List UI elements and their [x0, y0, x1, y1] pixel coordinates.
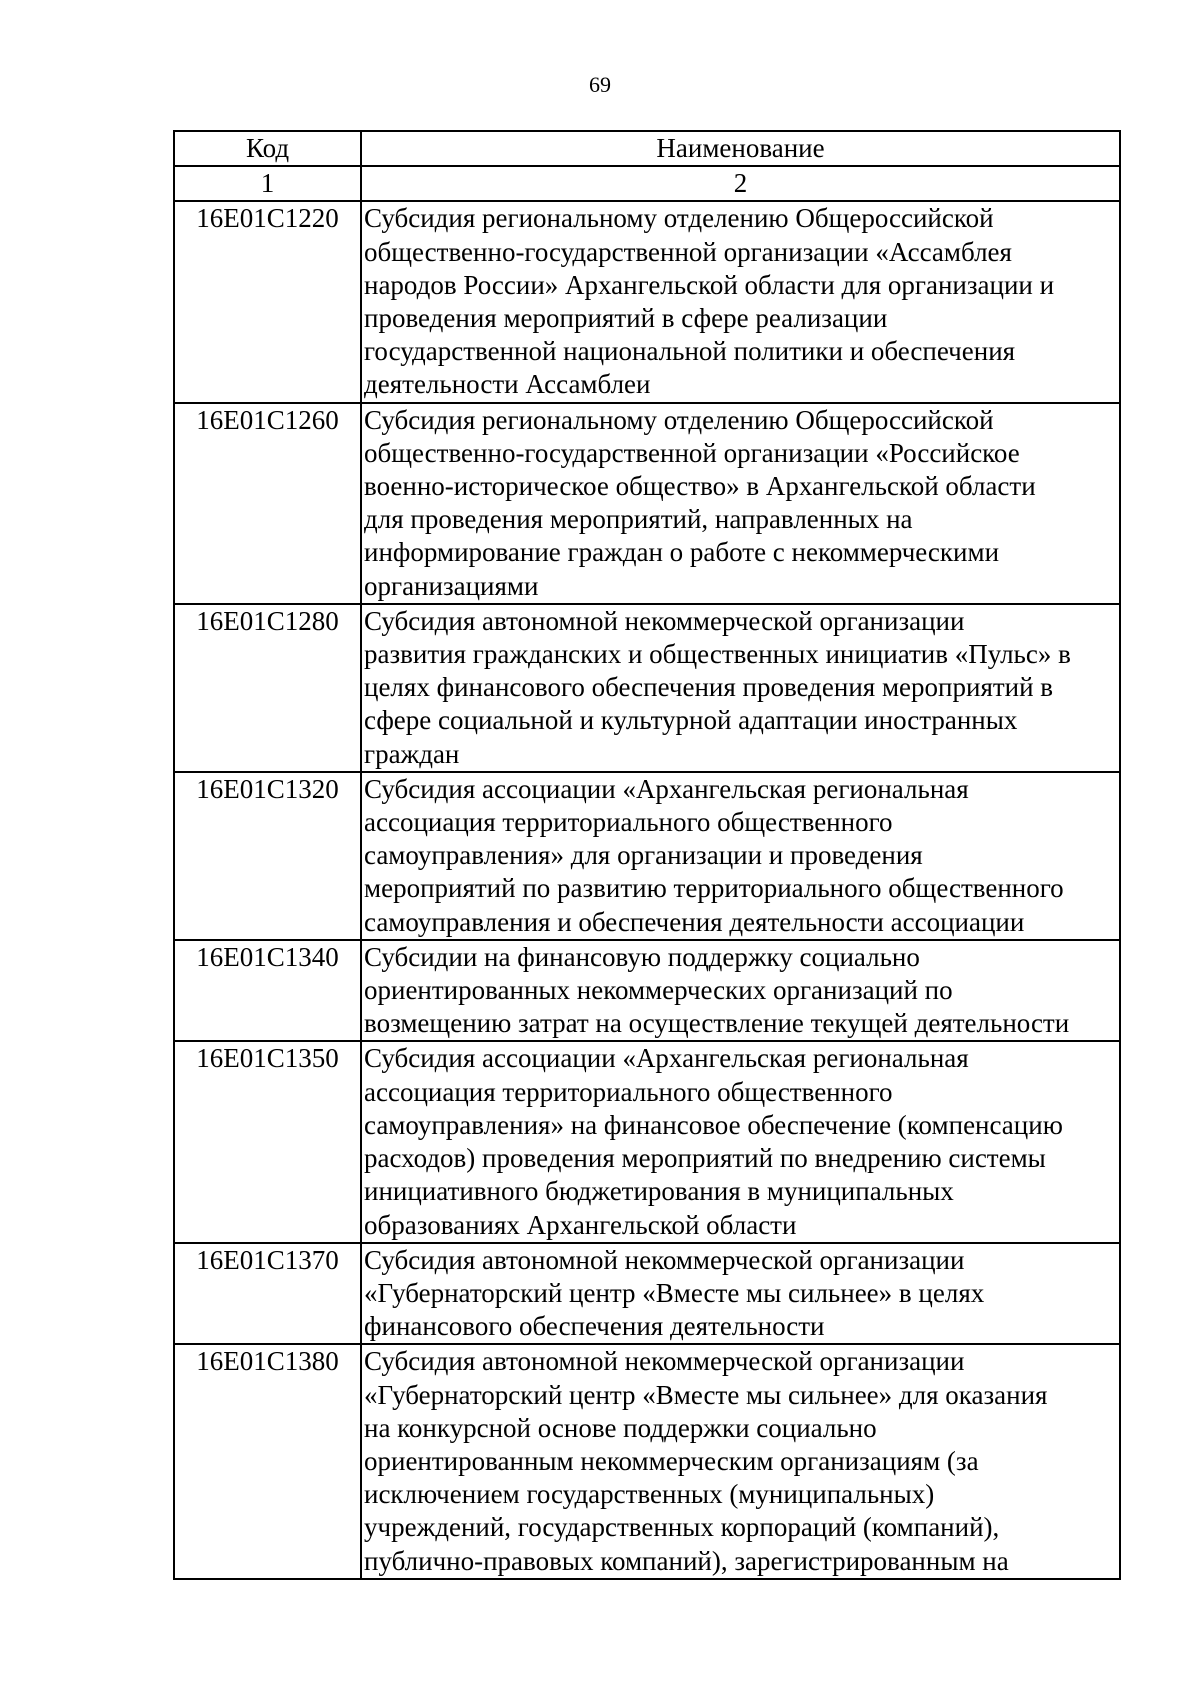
- table-row: [174, 201, 1120, 402]
- row-name-line: «Губернаторский центр «Вместе мы сильнее» для оказания: [364, 1379, 1048, 1410]
- row-code: 16E01C1380: [174, 1344, 361, 1578]
- header-code: Код: [174, 131, 361, 166]
- row-name-line: мероприятий по развитию территориального общественного: [364, 873, 1064, 904]
- table-row: [174, 604, 1120, 772]
- row-code: 16E01C1350: [174, 1041, 361, 1242]
- row-name: [361, 1344, 1120, 1578]
- table-row: [174, 772, 1120, 940]
- row-name-line: Субсидия ассоциации «Архангельская региональная: [364, 1043, 969, 1074]
- row-name-line: целях финансового обеспечения проведения мероприятий в: [364, 672, 1054, 703]
- column-number-2: 2: [361, 166, 1120, 201]
- row-name-line: самоуправления и обеспечения деятельности ассоциации: [364, 906, 1025, 937]
- table-row: [174, 940, 1120, 1042]
- row-name: [361, 772, 1120, 940]
- row-name-line: исключением государственных (муниципальных): [364, 1479, 935, 1510]
- row-name-line: военно-историческое общество» в Архангельской области: [364, 471, 1036, 502]
- row-name-line: для проведения мероприятий, направленных на: [364, 504, 913, 535]
- row-name-line: финансового обеспечения деятельности: [364, 1311, 825, 1342]
- row-code: 16E01C1280: [174, 604, 361, 772]
- row-name-line: инициативного бюджетирования в муниципальных: [364, 1176, 954, 1207]
- row-name-line: развития гражданских и общественных инициатив «Пульс» в: [364, 639, 1071, 670]
- row-name: [361, 940, 1120, 1042]
- row-name-line: народов России» Архангельской области для организации и: [364, 269, 1055, 300]
- row-name-line: ориентированных некоммерческих организаций по: [364, 975, 953, 1006]
- column-number-row: [174, 166, 1120, 201]
- row-name-line: ориентированным некоммерческим организациям (за: [364, 1445, 979, 1476]
- column-number-1: 1: [174, 166, 361, 201]
- row-name-line: Субсидии на финансовую поддержку социально: [364, 941, 920, 972]
- table-row: [174, 1344, 1120, 1578]
- row-name-line: проведения мероприятий в сфере реализации: [364, 303, 888, 334]
- row-name: [361, 1041, 1120, 1242]
- row-name-line: организациями: [364, 570, 539, 601]
- row-name-line: на конкурсной основе поддержки социально: [364, 1412, 877, 1443]
- row-name-line: ассоциация территориального общественного: [364, 1076, 893, 1107]
- row-name-line: государственной национальной политики и обеспечения: [364, 336, 1016, 367]
- row-name-line: Субсидия региональному отделению Общероссийской: [364, 404, 994, 435]
- row-name-line: самоуправления» для организации и проведения: [364, 840, 923, 871]
- row-name-line: «Губернаторский центр «Вместе мы сильнее» в целях: [364, 1277, 985, 1308]
- row-name-line: возмещению затрат на осуществление текущей деятельности: [364, 1008, 1070, 1039]
- row-name-line: общественно-государственной организации «Российское: [364, 437, 1020, 468]
- row-name-line: граждан: [364, 738, 460, 769]
- row-name-line: учреждений, государственных корпораций (компаний),: [364, 1512, 1000, 1543]
- row-name-line: ассоциация территориального общественного: [364, 807, 893, 838]
- table-header-row: [174, 131, 1120, 166]
- table-row: [174, 403, 1120, 604]
- row-name-line: деятельности Ассамблеи: [364, 369, 651, 400]
- row-name-line: общественно-государственной организации «Ассамблея: [364, 236, 1012, 267]
- table-row: [174, 1041, 1120, 1242]
- page-number: 69: [589, 72, 611, 97]
- row-name: [361, 1243, 1120, 1345]
- row-name: [361, 201, 1120, 402]
- row-name-line: сфере социальной и культурной адаптации иностранных: [364, 705, 1018, 736]
- row-name-line: публично-правовых компаний), зарегистрированным на: [364, 1545, 1009, 1576]
- row-name-line: Субсидия автономной некоммерческой организации: [364, 1244, 965, 1275]
- row-name-line: образованиях Архангельской области: [364, 1209, 797, 1240]
- row-code: 16E01C1260: [174, 403, 361, 604]
- budget-codes-table: [173, 130, 1121, 1580]
- row-name-line: Субсидия автономной некоммерческой организации: [364, 605, 965, 636]
- row-name: [361, 604, 1120, 772]
- row-name-line: Субсидия региональному отделению Общероссийской: [364, 203, 994, 234]
- row-name-line: самоуправления» на финансовое обеспечение (компенсацию: [364, 1109, 1063, 1140]
- row-code: 16E01C1340: [174, 940, 361, 1042]
- header-name: Наименование: [361, 131, 1120, 166]
- row-name-line: Субсидия автономной некоммерческой организации: [364, 1346, 965, 1377]
- row-code: 16E01C1370: [174, 1243, 361, 1345]
- row-code: 16E01C1320: [174, 772, 361, 940]
- row-name-line: Субсидия ассоциации «Архангельская региональная: [364, 773, 969, 804]
- row-name-line: информирование граждан о работе с некоммерческими: [364, 537, 1000, 568]
- row-code: 16E01C1220: [174, 201, 361, 402]
- table-row: [174, 1243, 1120, 1345]
- row-name: [361, 403, 1120, 604]
- row-name-line: расходов) проведения мероприятий по внедрению системы: [364, 1143, 1046, 1174]
